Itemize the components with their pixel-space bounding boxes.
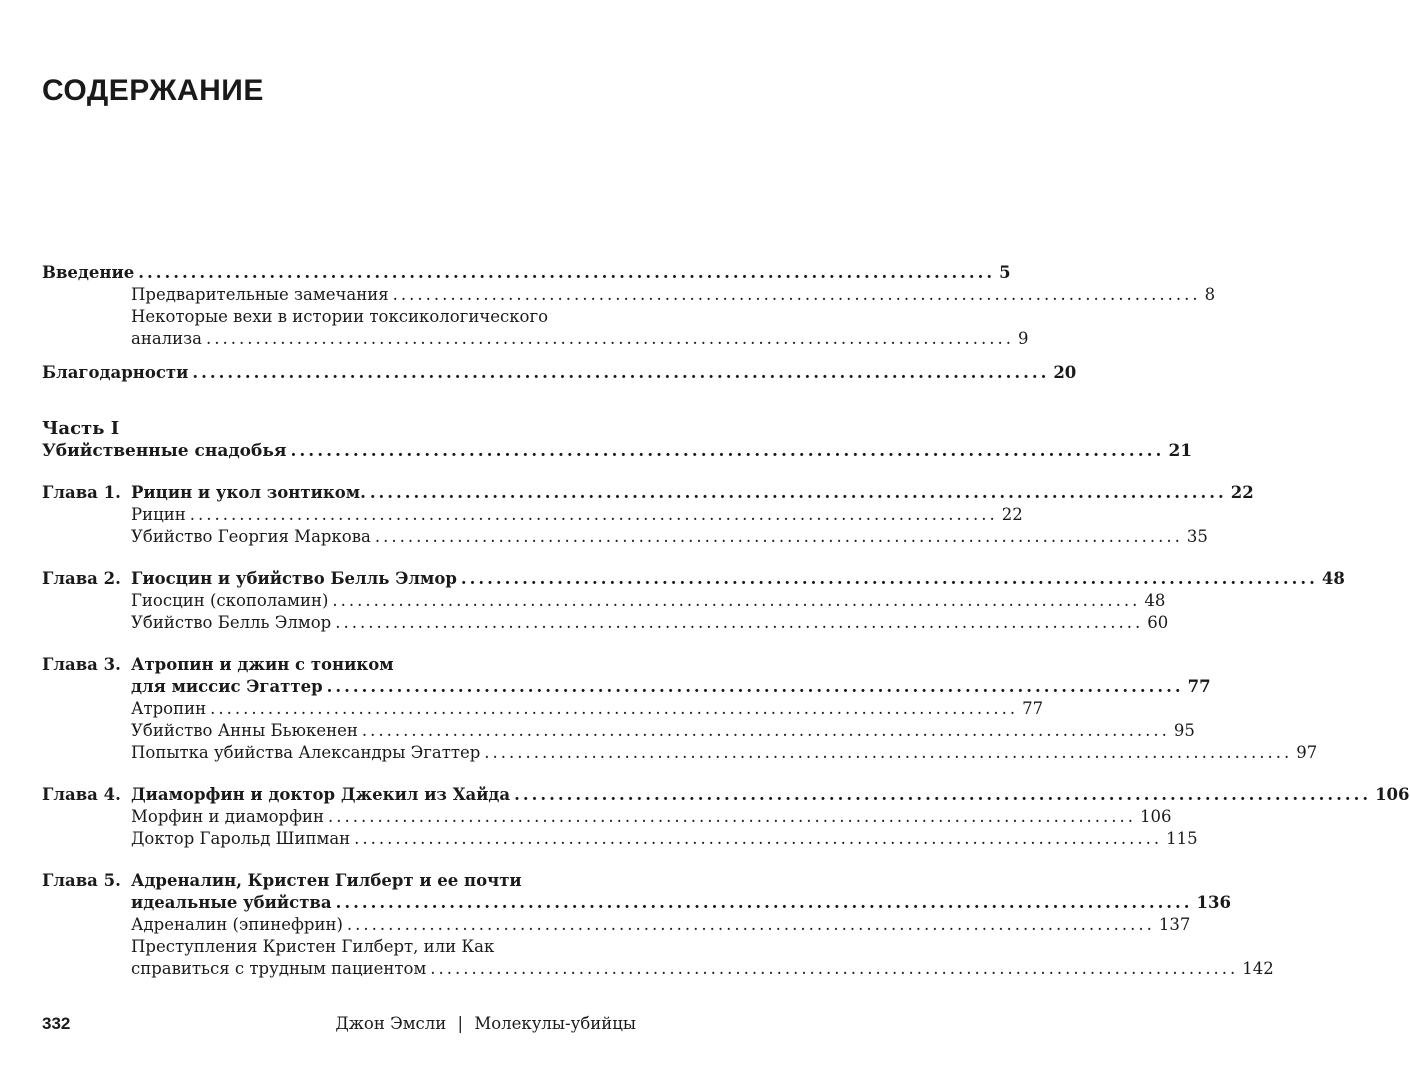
toc-chapter-1[interactable] [42, 482, 1254, 504]
toc-page-number: 95 [1173, 721, 1195, 740]
toc-subentry[interactable] [42, 806, 1172, 828]
footer-separator: | [457, 1014, 464, 1033]
chapter-title-cont: для миссис Эгаттер [131, 677, 323, 696]
chapter-number: Глава 4. [42, 785, 121, 804]
page-title: СОДЕРЖАНИЕ [42, 74, 264, 107]
chapter-title: Гиосцин и убийство Белль Элмор [131, 569, 457, 588]
toc-entry-label: Морфин и диаморфин [131, 807, 325, 826]
toc-page-number: 5 [999, 263, 1011, 282]
toc-entry-label: Благодарности [42, 363, 189, 382]
dot-leader: .................................................................................................. [460, 569, 1318, 588]
dot-leader: .................................................................................................. [430, 959, 1239, 978]
footer-author: Джон Эмсли [335, 1014, 447, 1033]
toc-page-number: 106 [1375, 785, 1410, 804]
toc-page-number: 48 [1144, 591, 1166, 610]
toc-entry-thanks[interactable] [42, 362, 1077, 384]
toc-page-number: 97 [1296, 743, 1318, 762]
dot-leader: .................................................................................................. [369, 483, 1227, 502]
chapter-title: Рицин и укол зонтиком. [131, 483, 366, 502]
dot-leader: .................................................................................................. [514, 785, 1372, 804]
dot-leader: .................................................................................................. [210, 699, 1019, 718]
toc-page-number: 136 [1196, 893, 1231, 912]
dot-leader: .................................................................................................. [392, 285, 1201, 304]
toc-page-number: 77 [1022, 699, 1044, 718]
toc-page-number: 9 [1018, 329, 1029, 348]
chapter-title: Диаморфин и доктор Джекил из Хайда [131, 785, 511, 804]
dot-leader: .................................................................................................. [328, 807, 1137, 826]
chapter-title: Атропин и джин с тоником [131, 655, 394, 674]
toc-entry-label: Убийство Георгия Маркова [131, 527, 371, 546]
chapter-number: Глава 5. [42, 871, 121, 890]
toc-subentry[interactable] [42, 742, 1318, 764]
toc-subentry-line[interactable]: Преступления Кристен Гилберт, или Как [131, 937, 495, 956]
dot-leader: .................................................................................................. [335, 613, 1144, 632]
toc-subentry[interactable] [42, 914, 1191, 936]
toc-subentry[interactable] [42, 720, 1195, 742]
running-footer [335, 1014, 636, 1033]
toc-chapter-3[interactable] [42, 676, 1211, 698]
dot-leader: .................................................................................................. [335, 893, 1193, 912]
toc-entry-label: Убийство Анны Бьюкенен [131, 721, 358, 740]
toc-page-number: 137 [1158, 915, 1191, 934]
dot-leader: .................................................................................................. [354, 829, 1163, 848]
toc-entry-label: Атропин [131, 699, 207, 718]
dot-leader: .................................................................................................. [192, 363, 1050, 382]
toc-page-number: 106 [1140, 807, 1172, 826]
toc-chapter-2[interactable] [42, 568, 1345, 590]
toc-entry-label: анализа [131, 329, 202, 348]
toc-page-number: 77 [1187, 677, 1211, 696]
dot-leader: .................................................................................................. [484, 743, 1293, 762]
dot-leader: .................................................................................................. [332, 591, 1141, 610]
toc-subentry[interactable] [42, 828, 1198, 850]
table-of-contents [42, 262, 1410, 980]
chapter-number: Глава 2. [42, 569, 121, 588]
toc-subentry[interactable] [42, 526, 1208, 548]
toc-subentry[interactable] [42, 504, 1023, 526]
dot-leader: .................................................................................................. [206, 329, 1014, 348]
toc-entry-label: справиться с трудным пациентом [131, 959, 427, 978]
chapter-number: Глава 1. [42, 483, 121, 502]
toc-entry-label: Гиосцин (скополамин) [131, 591, 329, 610]
dot-leader: .................................................................................................. [346, 915, 1155, 934]
chapter-number: Глава 3. [42, 655, 121, 674]
toc-chapter-4[interactable] [42, 784, 1410, 806]
toc-page-number: 35 [1186, 527, 1208, 546]
toc-entry-label: Предварительные замечания [131, 285, 389, 304]
dot-leader: .................................................................................................. [361, 721, 1170, 740]
toc-page-number: 115 [1166, 829, 1198, 848]
toc-entry-label: Доктор Гарольд Шипман [131, 829, 351, 848]
toc-subentry[interactable] [42, 328, 1029, 350]
toc-entry-label: Убийство Белль Элмор [131, 613, 332, 632]
dot-leader: .................................................................................................. [326, 677, 1184, 696]
dot-leader: .................................................................................................. [189, 505, 998, 524]
toc-page-number: 48 [1321, 569, 1345, 588]
toc-subentry[interactable] [42, 284, 1216, 306]
toc-subentry[interactable] [42, 958, 1274, 980]
toc-page-number: 60 [1147, 613, 1169, 632]
chapter-title: Адреналин, Кристен Гилберт и ее почти [131, 871, 522, 890]
toc-entry-label: Убийственные снадобья [42, 441, 287, 461]
toc-page-number: 142 [1242, 959, 1274, 978]
toc-subentry[interactable] [42, 612, 1169, 634]
dot-leader: .................................................................................................. [290, 441, 1165, 461]
chapter-title-cont: идеальные убийства [131, 893, 332, 912]
toc-entry-intro[interactable] [42, 262, 1011, 284]
toc-subentry-line[interactable]: Некоторые вехи в истории токсикологического [131, 307, 549, 326]
dot-leader: .................................................................................................. [138, 263, 996, 282]
toc-subentry[interactable] [42, 590, 1166, 612]
footer-book-title: Молекулы-убийцы [474, 1014, 636, 1033]
toc-entry-label: Введение [42, 263, 135, 282]
toc-page-number: 8 [1204, 285, 1216, 304]
toc-entry-label: Адреналин (эпинефрин) [131, 915, 343, 934]
dot-leader: .................................................................................................. [374, 527, 1183, 546]
toc-page-number: 22 [1001, 505, 1023, 524]
toc-chapter-3-heading[interactable] [42, 654, 636, 676]
toc-entry-part1[interactable] [42, 440, 1193, 462]
toc-page-number: 20 [1053, 363, 1077, 382]
part-title: Часть I [42, 418, 120, 439]
toc-page-number: 22 [1230, 483, 1254, 502]
toc-entry-label: Попытка убийства Александры Эгаттер [131, 743, 481, 762]
toc-chapter-5[interactable] [42, 892, 1231, 914]
toc-page-number: 21 [1168, 441, 1193, 461]
toc-chapter-5-heading[interactable] [42, 870, 636, 892]
page-footer [42, 1014, 636, 1034]
toc-subentry[interactable] [42, 698, 1044, 720]
toc-entry-label: Рицин [131, 505, 186, 524]
footer-page-number: 332 [42, 1014, 71, 1033]
